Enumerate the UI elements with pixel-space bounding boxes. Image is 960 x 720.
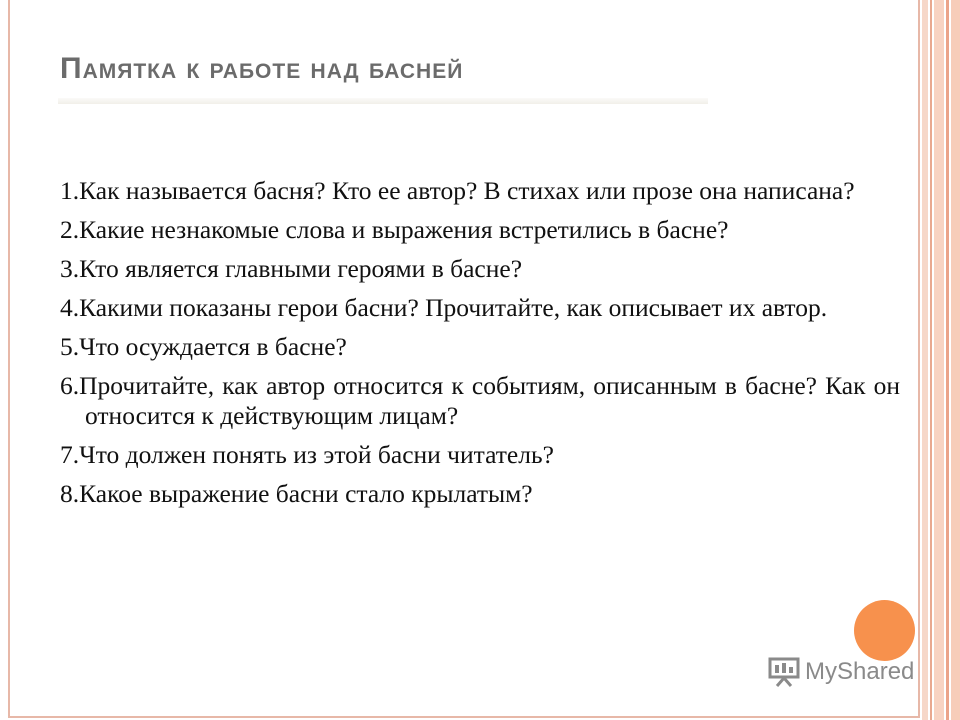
list-item: 1.Как называется басня? Кто ее автор? В стихах или прозе она написана? [60,176,855,205]
list-item: 7.Что должен понять из этой басни читатель? [60,440,554,469]
slide-title: Памятка к работе над басней [60,52,464,85]
watermark [767,655,914,689]
question-list [60,176,900,518]
decor-stripe [951,0,960,720]
decor-circle [854,600,915,661]
list-item: 6.Прочитайте, как автор относится к событиям, описанным в басне? Как он относится к действующим лицам? [60,371,900,430]
list-item: 8.Какое выражение басни стало крылатым? [60,479,533,508]
watermark-text: MyShared [805,658,915,685]
list-item: 3.Кто является главными героями в басне? [60,254,523,283]
decor-stripe [922,0,928,720]
list-item: 2.Какие незнакомые слова и выражения встретились в басне? [60,215,729,244]
list-item: 5.Что осуждается в басне? [60,332,347,361]
decor-stripe [930,0,932,720]
title-underline [58,98,708,104]
presentation-icon [767,655,801,689]
decor-stripe [946,0,949,720]
list-item: 4.Какими показаны герои басни? Прочитайте, как описывает их автор. [60,293,828,322]
decor-stripe [934,0,944,720]
